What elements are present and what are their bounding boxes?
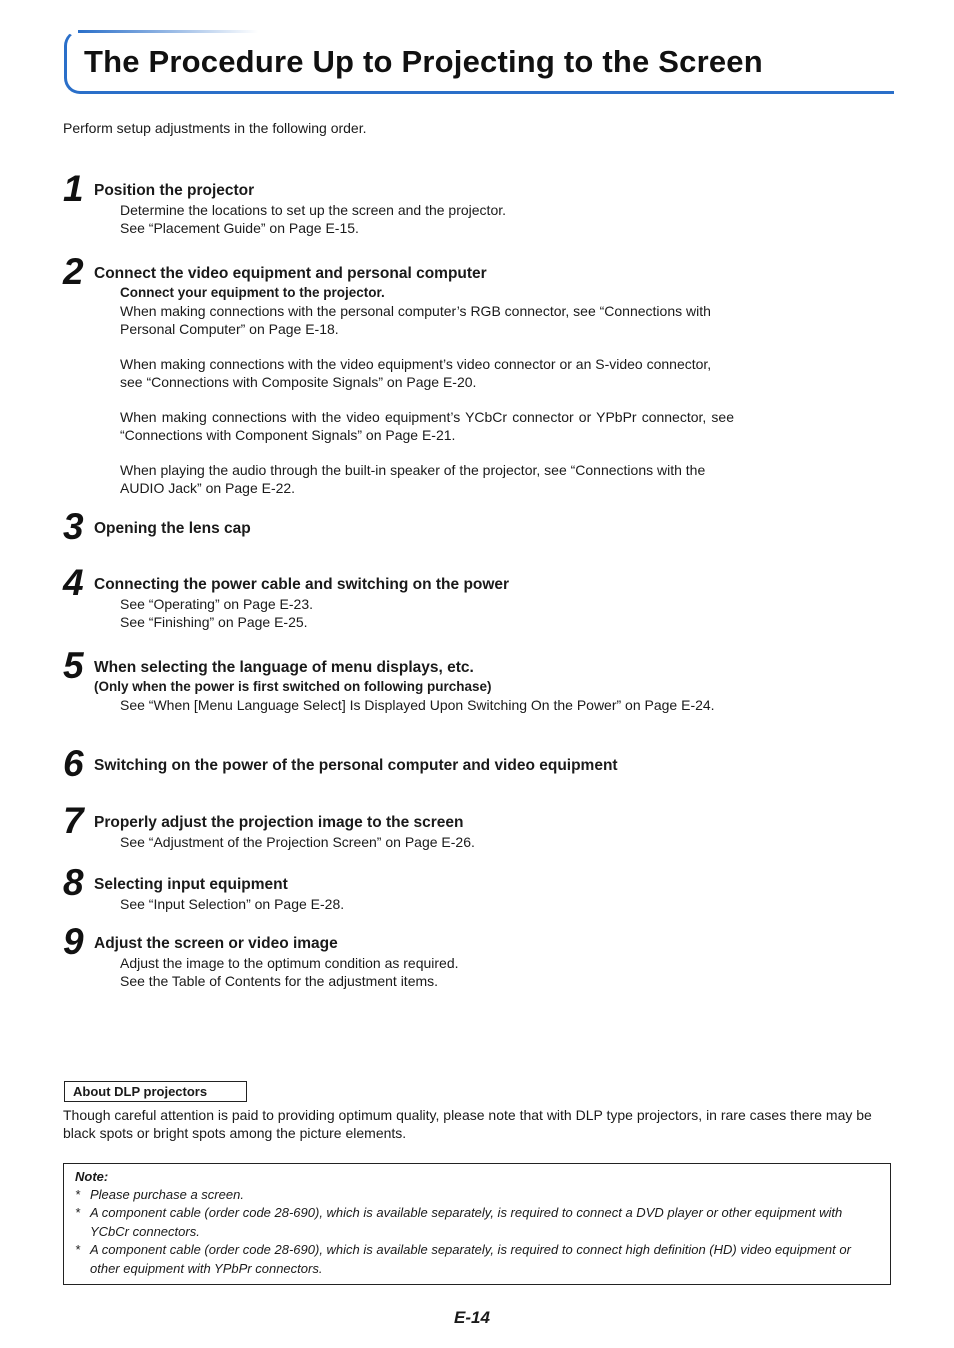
note-item [75,1204,883,1241]
step-line: See “Input Selection” on Page E-28. [120,896,345,912]
intro-text: Perform setup adjustments in the following order. [63,120,367,136]
step-subheading: (Only when the power is first switched on following purchase) [94,679,492,694]
step-body [94,678,760,714]
title-accent-line [78,30,258,33]
step-line: Adjust the image to the optimum condition as required. [120,955,459,971]
note-bullet: * [75,1205,81,1220]
note-item [75,1186,883,1205]
page-title: The Procedure Up to Projecting to the Screen [84,44,763,79]
step-heading: Selecting input equipment [94,876,288,893]
step-number: 5 [63,645,84,686]
step-subheading: Connect your equipment to the projector. [120,285,385,300]
step-line: See “When [Menu Language Select] Is Displayed Upon Switching On the Power” on Page E-24. [120,697,715,713]
step-body [120,201,734,237]
step-body [120,595,734,631]
note-box [63,1163,891,1285]
step-heading: Connect the video equipment and personal computer [94,265,487,282]
note-item-text: Please purchase a screen. [90,1187,244,1202]
note-title: Note: [75,1169,109,1184]
step-paragraph: When making connections with the video equipment’s video connector or an S-video connector, see “Connections with Composite Signals” on Page E-20. [120,356,712,390]
step-line: See “Adjustment of the Projection Screen” on Page E-26. [120,834,475,850]
note-item [75,1241,883,1278]
note-bullet: * [75,1187,81,1202]
note-bullet: * [75,1242,81,1257]
step-number: 7 [63,800,84,841]
step-body [120,895,734,913]
step-number: 3 [63,506,84,547]
step-number: 6 [63,743,84,784]
step-body [120,284,734,497]
step-line: See “Operating” on Page E-23. [120,596,314,612]
step-line: Determine the locations to set up the screen and the projector. [120,202,507,218]
step-heading: Adjust the screen or video image [94,935,338,952]
dlp-section-text: Though careful attention is paid to providing optimum quality, please note that with DLP type projectors, in rare cases there may be black spots or bright spots among the picture elements. [63,1107,872,1141]
step-number: 9 [63,921,84,962]
step-paragraph: When making connections with the personal computer’s RGB connector, see “Connections with Personal Computer” on Page E-18. [120,303,711,337]
step-heading: Properly adjust the projection image to the screen [94,814,464,831]
step-number: 8 [63,862,84,903]
step-number: 1 [63,168,84,209]
step-paragraph: When playing the audio through the built-in speaker of the projector, see “Connections with the AUDIO Jack” on Page E-22. [120,462,706,496]
step-body [120,833,734,851]
step-paragraph: When making connections with the video equipment’s YCbCr connector or YPbPr connector, see “Connections with Component Signals” on Page E-21. [120,409,734,443]
step-heading: Position the projector [94,182,255,199]
step-number: 2 [63,251,84,292]
step-line: See “Placement Guide” on Page E-15. [120,220,359,236]
step-body [120,954,734,990]
step-heading: Opening the lens cap [94,520,251,537]
step-number: 4 [63,562,84,603]
note-item-text: A component cable (order code 28-690), which is available separately, is required to connect a DVD player or other equipment with YCbCr connectors. [90,1205,843,1239]
note-item-text: A component cable (order code 28-690), which is available separately, is required to connect high definition (HD) video equipment or other equipment with YPbPr connectors. [90,1242,851,1276]
page-number: E-14 [454,1308,490,1327]
step-heading: When selecting the language of menu displays, etc. [94,659,474,676]
step-line: See “Finishing” on Page E-25. [120,614,308,630]
step-heading: Connecting the power cable and switching on the power [94,576,510,593]
dlp-section-label: About DLP projectors [64,1081,247,1102]
step-line: See the Table of Contents for the adjustment items. [120,973,439,989]
step-heading: Switching on the power of the personal computer and video equipment [94,757,618,774]
